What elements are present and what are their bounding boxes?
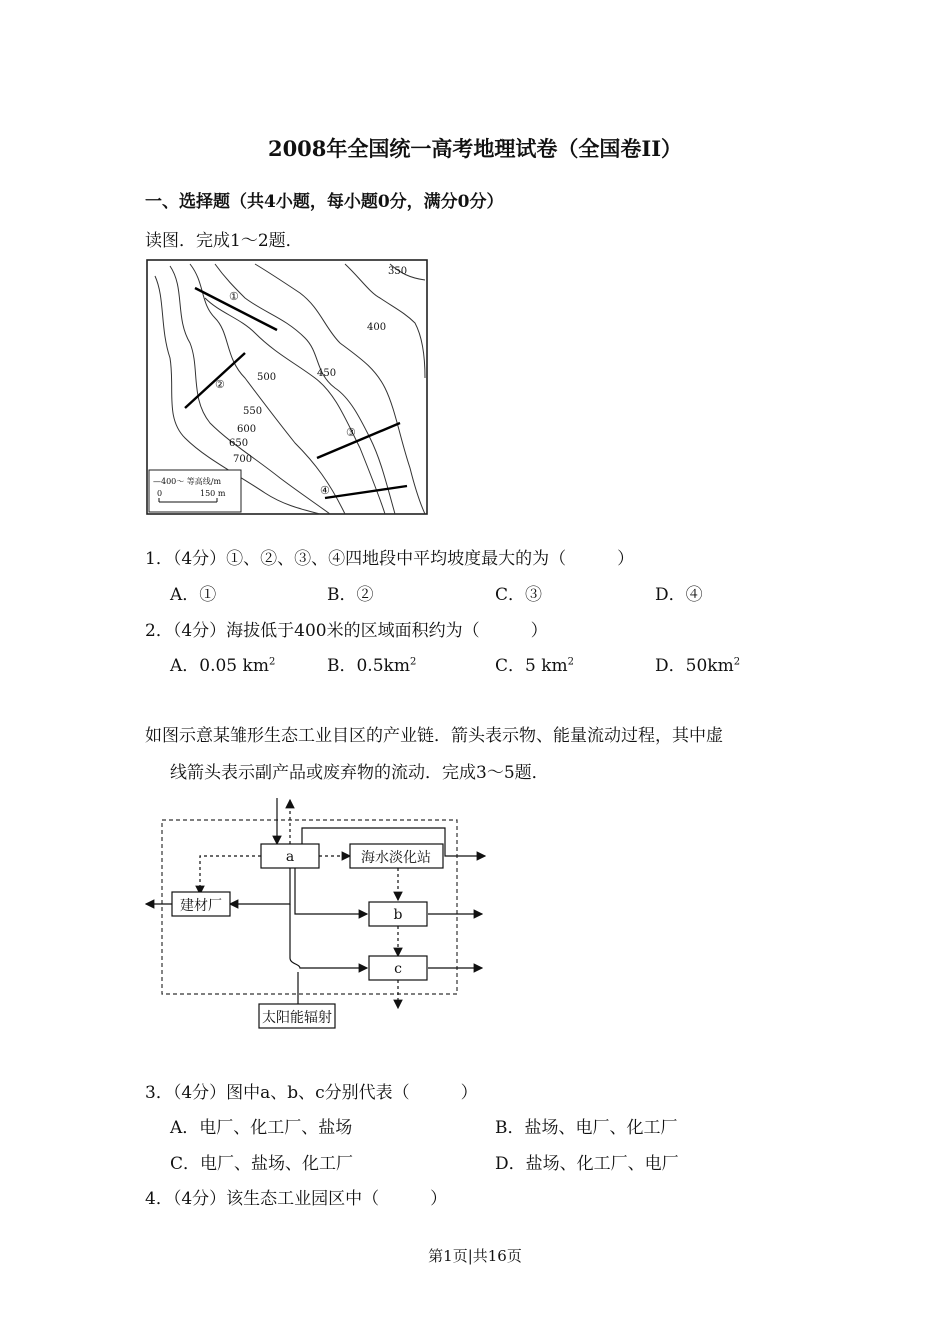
- q2-option-b[interactable]: B．$0.5km^2$: [327, 656, 417, 676]
- segment-label: ②: [215, 378, 225, 391]
- q2-option-d[interactable]: D．$50km^2$: [655, 656, 741, 676]
- question-4-stem: 4．（4分）该生态工业园区中（ ）: [145, 1189, 448, 1209]
- scale-zero: 0: [157, 489, 163, 498]
- contour-label: 400: [367, 322, 387, 333]
- q3-option-d[interactable]: D．盐场、化工厂、电厂: [495, 1154, 679, 1174]
- page-footer: 第1页|共16页: [428, 1247, 522, 1265]
- question-2-stem: 2．（4分）海拔低于400米的区域面积约为（ ）: [145, 621, 548, 641]
- node-desal-label: 海水淡化站: [361, 850, 431, 866]
- contour-label: 550: [243, 406, 263, 417]
- intro-text-1: 读图．完成1～2题．: [145, 231, 303, 251]
- map-legend-text: —400～ 等高线/m: [153, 477, 222, 486]
- page-title: 2008年全国统一高考地理试卷（全国卷II）: [267, 136, 683, 161]
- node-c-label: c: [394, 961, 402, 977]
- node-building-label: 建材厂: [180, 898, 222, 914]
- segment-label: ③: [346, 426, 356, 439]
- q1-option-d[interactable]: D．④: [655, 585, 703, 605]
- q3-option-c[interactable]: C．电厂、盐场、化工厂: [170, 1154, 354, 1174]
- segment-label: ④: [320, 484, 330, 497]
- q3-option-a[interactable]: A．电厂、化工厂、盐场: [170, 1118, 353, 1138]
- segment-label: ①: [229, 290, 239, 303]
- q1-option-a[interactable]: A．①: [170, 585, 217, 605]
- q1-option-b[interactable]: B．②: [327, 585, 374, 605]
- contour-label: 600: [237, 424, 257, 435]
- contour-label: 700: [233, 454, 253, 465]
- contour-label: 650: [229, 438, 249, 449]
- contour-label: 500: [257, 372, 277, 383]
- question-3-stem: 3．（4分）图中a、b、c分别代表（ ）: [145, 1083, 478, 1103]
- q2-option-c[interactable]: C．5 $km^2$: [495, 656, 575, 676]
- node-solar-label: 太阳能辐射: [262, 1010, 332, 1026]
- contour-map: [145, 258, 431, 518]
- q2-option-a[interactable]: A．0.05 $km^2$: [170, 656, 276, 676]
- scale-value: 150 m: [200, 489, 226, 498]
- intro-text-2-line-1: 如图示意某雏形生态工业目区的产业链．箭头表示物、能量流动过程，其中虚: [145, 726, 723, 746]
- q1-option-c[interactable]: C．③: [495, 585, 543, 605]
- intro-text-2-line-2: 线箭头表示副产品或废弃物的流动．完成3～5题．: [170, 763, 549, 783]
- node-b-label: b: [393, 907, 403, 923]
- industry-flow-diagram: [140, 796, 500, 1036]
- section-heading: 一、选择题（共4小题，每小题0分，满分0分）: [145, 192, 504, 212]
- contour-label: 450: [317, 368, 337, 379]
- question-1-stem: 1．（4分）①、②、③、④四地段中平均坡度最大的为（ ）: [145, 549, 635, 569]
- q3-option-b[interactable]: B．盐场、电厂、化工厂: [495, 1118, 678, 1138]
- node-a-label: a: [285, 849, 295, 865]
- contour-label: 350: [388, 266, 408, 277]
